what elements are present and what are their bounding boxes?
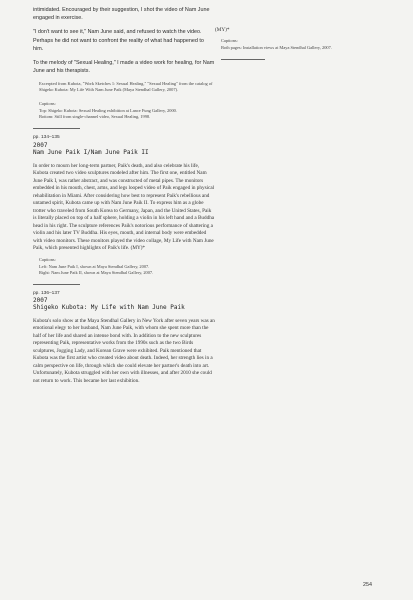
excerpt-citation: Excerpted from Kubota, "Work Sketches 1: Sexual Healing," "Sexual Healing" from the catalog of Shigeko Kubota: My Life With Nam June Paik (Maya Stendhal Gallery, 2007). xyxy=(39,81,213,93)
section-body: In order to mourn her long-term partner, Paik's death, and also celebrate his life, Kubota created two video sculptures modeled after him. The first one, entitled Nam June Paik I, was rather abstract, and was constructed of metal pipes. The monitors embedded in his mouth, chest, arms, and legs looped video of Paik engaged in physical rehabilitation in Miami. After considering how best to represent Paik's rebellious and untamed spirit, Kubota came up with Nam June Paik II. To express him as a globe trotter who traveled from South Korea to Germany, Japan, and the United States, Paik is literally placed on top of a half sphere, holding a violin in his left hand and a Buddha head in his right. The sculpture references Paik's notorious performance of shattering a violin and his later TV Buddha. His eyes, mouth, and internal body were embedded with video monitors. These monitors played the video collage, My Life with Nam June Paik, which presented highlights of Paik's life. (MY)* xyxy=(33,162,215,252)
captions-label: Captions: xyxy=(39,101,56,107)
captions-label: Captions: xyxy=(39,256,56,262)
section-divider xyxy=(221,59,265,60)
section-title: Nam June Paik I/Nam June Paik II xyxy=(33,148,149,156)
captions-label: Captions: xyxy=(221,38,238,43)
lead-paragraph-3: To the melody of "Sexual Healing," I made a video work for healing, for Nam June and his therapists. xyxy=(33,60,215,75)
section-title: Shigeko Kubota: My Life with Nam June Paik xyxy=(33,303,185,311)
caption-both-pages: Both pages: Installation views at Maya Stendhal Gallery, 2007. xyxy=(221,45,332,50)
caption-top: Top: Shigeko Kubota: Sexual Healing exhibition at Lance Fung Gallery, 2000. xyxy=(39,108,177,114)
section-divider xyxy=(33,128,80,129)
lead-paragraph-1: intimidated. Encouraged by their suggestion, I shot the video of Nam June engaged in exercise. xyxy=(33,7,210,22)
left-column xyxy=(33,6,215,385)
continued-text: (MY)* xyxy=(215,27,230,33)
right-column xyxy=(215,27,385,64)
caption-right: Right: Nam June Paik II, shown at Maya Stendhal Gallery, 2007. xyxy=(39,269,154,275)
section-body: Kubota's solo show at the Maya Stendhal Gallery in New York after seven years was an emotional elegy to her husband, Nam June Paik, with whom she spent more than the half of her life and shared an intense bond with. In addition to the new sculptures representing Paik, representative works from the 1990s such as the two Birds sculptures, Jogging Lady, and Korean Grave were exhibited. Paik mentioned that Kubota was the first artist who created video about death. Indeed, her strength lies in a calm perspective on life, through which she could elevate her partner's death into art. Unfortunately, Kubota struggled with her own with illnesses, and after 2010 she could not return to work. This became her last exhibition. xyxy=(33,317,215,384)
page-reference: pp. 136–137 xyxy=(33,290,60,296)
caption-bottom: Bottom: Still from single-channel video, Sexual Healing, 1998. xyxy=(39,114,151,120)
page-reference: pp. 134–135 xyxy=(33,135,60,141)
page-number: 254 xyxy=(363,582,372,588)
lead-paragraph-2: "I don't want to see it," Nam June said, and refused to watch the video. Perhaps he did not want to confront the reality of what had happened to him. xyxy=(33,29,204,52)
caption-left: Left: Nam June Paik I, shown at Maya Stendhal Gallery, 2007. xyxy=(39,263,150,269)
section-year: 2007 xyxy=(33,296,48,304)
section-divider xyxy=(33,284,80,285)
section-year: 2007 xyxy=(33,141,48,149)
